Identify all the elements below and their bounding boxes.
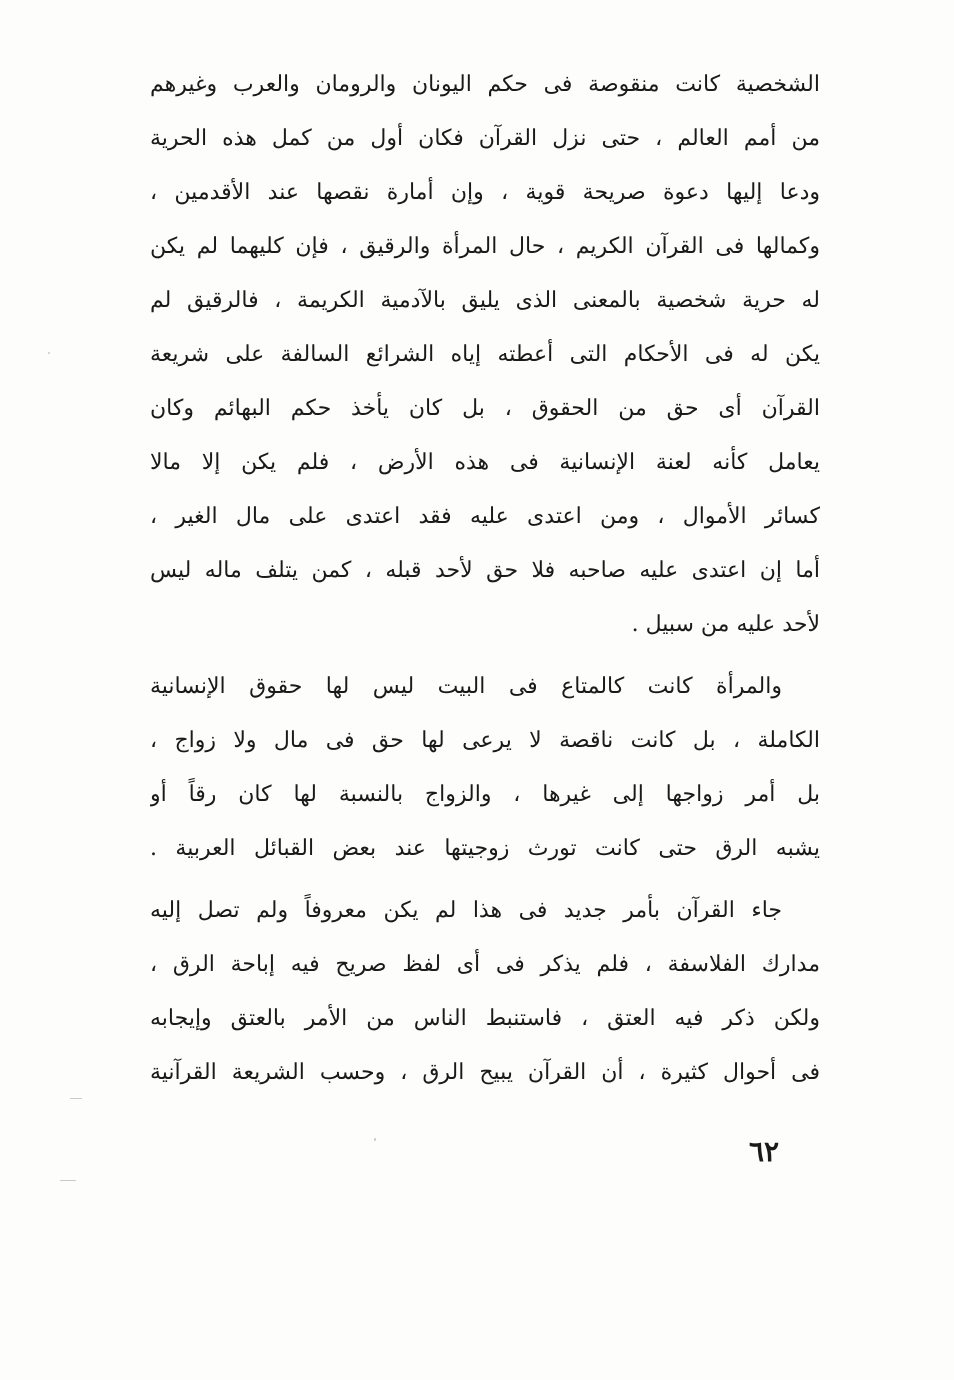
- text-line: أما إن اعتدى عليه صاحبه فلا حق لأحد قبله ، كمن يتلف ماله ليس: [150, 558, 820, 583]
- text-line: والمرأة كانت كالمتاع فى البيت ليس لها حقوق الإنسانية: [150, 674, 782, 699]
- scan-speck: [60, 1180, 76, 1181]
- text-line: القرآن أى حق من الحقوق ، بل كان يأخذ حكم البهائم وكان: [150, 396, 820, 421]
- paragraph-3: [150, 884, 820, 1100]
- text-line: ودعا إليها دعوة صريحة قوية ، وإن أمارة نقصها عند الأقدمين ،: [150, 180, 820, 205]
- text-line: بل أمر زواجها إلى غيرها ، والزواج بالنسبة لها كان رقاً أو: [150, 782, 820, 807]
- text-line: يكن له فى الأحكام التى أعطته إياه الشرائع السالفة على شريعة: [150, 342, 820, 367]
- text-line: كسائر الأموال ، ومن اعتدى عليه فقد اعتدى على مال الغير ،: [150, 504, 820, 529]
- text-line: لأحد عليه من سبيل .: [631, 612, 820, 637]
- body-text: [150, 58, 820, 1100]
- paragraph-spacer: [150, 876, 820, 884]
- text-line: فى أحوال كثيرة ، أن القرآن يبيح الرق ، وحسب الشريعة القرآنية: [150, 1060, 820, 1085]
- paragraph-spacer: [150, 652, 820, 660]
- scan-speck: [70, 1098, 82, 1099]
- text-line: له حرية شخصية بالمعنى الذى يليق بالآدمية الكريمة ، فالرقيق لم: [150, 288, 820, 313]
- text-line: جاء القرآن بأمر جديد فى هذا لم يكن معروفاً ولم تصل إليه: [150, 898, 782, 923]
- paragraph-1: [150, 58, 820, 652]
- page-number: ٦٢: [748, 1135, 780, 1168]
- text-line: يشبه الرق حتى كانت تورث زوجيتها عند بعض القبائل العربية .: [150, 836, 820, 861]
- paragraph-2: [150, 660, 820, 876]
- text-line: وكمالها فى القرآن الكريم ، حال المرأة والرقيق ، فإن كليهما لم يكن: [150, 234, 820, 259]
- text-line: مدارك الفلاسفة ، فلم يذكر فى أى لفظ صريح فيه إباحة الرق ،: [150, 952, 820, 977]
- text-line: الشخصية كانت منقوصة فى حكم اليونان والرومان والعرب وغيرهم: [150, 72, 820, 97]
- scan-speck: [48, 352, 50, 354]
- scan-speck: [374, 1138, 376, 1141]
- text-line: ولكن ذكر فيه العتق ، فاستنبط الناس من الأمر بالعتق وإيجابه: [150, 1006, 820, 1031]
- text-line: الكاملة ، بل كانت ناقصة لا يرعى لها حق فى مال ولا زواج ،: [150, 728, 820, 753]
- text-line: من أمم العالم ، حتى نزل القرآن فكان أول من كمل هذه الحرية: [150, 126, 820, 151]
- text-line: يعامل كأنه لعنة الإنسانية فى هذه الأرض ، فلم يكن إلا مالا: [150, 450, 820, 475]
